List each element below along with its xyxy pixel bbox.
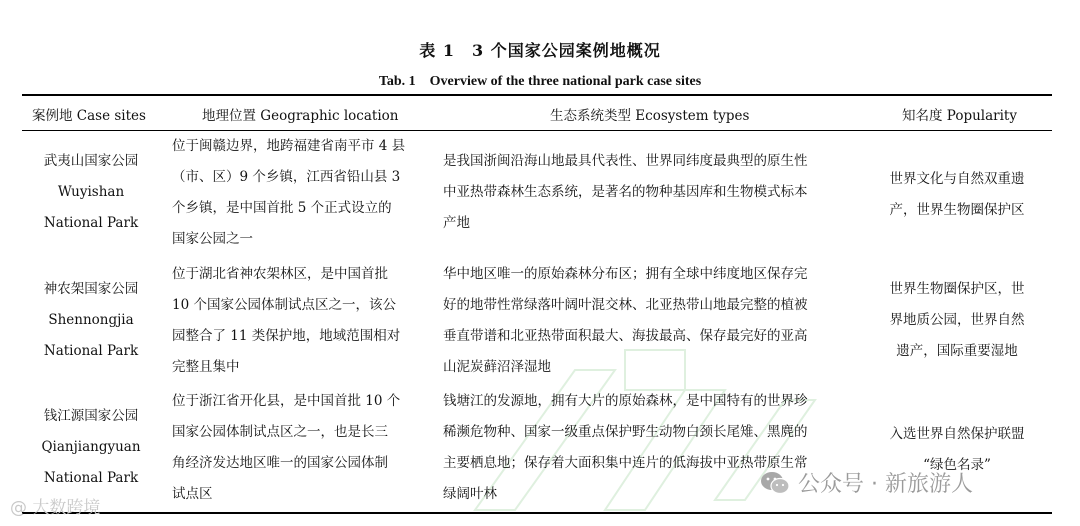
table-row-1-site: 武夷山国家公园 Wuyishan National Park [43,153,139,231]
table-row-2-ecosystem: 华中地区唯一的原始森林分布区；拥有全球中纬度地区保存完 好的地带性常绿落叶阔叶混交林、北亚热带山地最完整的植被 垂直带谱和北亚热带面积最大、海拔最高、保存最完好的亚高 山泥炭藓沼泽湿地 [443,266,808,375]
header-geographic-location: 地理位置 Geographic location [202,108,399,124]
watermark-right-text: 公众号 · 新旅游人 [798,472,973,497]
table-row-1-location: 位于闽赣边界，地跨福建省南平市 4 县 （市、区）9 个乡镇，江西省铅山县 3 个乡镇，是中国首批 5 个正式设立的 国家公园之一 [172,138,406,247]
header-ecosystem-types: 生态系统类型 Ecosystem types [550,108,750,124]
wechat-icon [760,470,790,496]
table-row-2-site: 神农架国家公园 Shennongjia National Park [43,281,139,359]
watermark-right [760,467,973,498]
table-row-1-popularity: 世界文化与自然双重遗 产，世界生物圈保护区 [889,171,1025,218]
table-row-1-ecosystem: 是我国浙闽沿海山地最具代表性、世界同纬度最典型的原生性 中亚热带森林生态系统，是著名的物种基因库和生物模式标本 产地 [443,153,808,231]
table-title-en: Tab. 1 Overview of the three national park case sites [378,74,702,89]
table-row-2-popularity: 世界生物圈保护区，世 界地质公园，世界自然 遗产，国际重要湿地 [889,281,1025,359]
table-row-3-location: 位于浙江省开化县，是中国首批 10 个 国家公园体制试点区之一，也是长三 角经济发达地区唯一的国家公园体制 试点区 [172,393,401,502]
table-row-3-popularity: 入选世界自然保护联盟 “绿色名录” [889,426,1025,473]
table-row-3-ecosystem: 钱塘江的发源地，拥有大片的原始森林，是中国特有的世界珍 稀濒危物种、国家一级重点保护野生动物白颈长尾雉、黑麂的 主要栖息地；保存着大面积集中连片的低海拔中亚热带原生常 绿阔叶林 [443,393,808,502]
table-row-3-site: 钱江源国家公园 Qianjiangyuan National Park [41,408,141,486]
watermark-left: @ 大数跨境 [10,498,101,518]
top-rule [22,94,1052,96]
header-case-sites: 案例地 Case sites [32,108,146,124]
header-popularity: 知名度 Popularity [902,108,1017,124]
table-row-2-location: 位于湖北省神农架林区，是中国首批 10 个国家公园体制试点区之一，该公 园整合了 11 类保护地，地域范围相对 完整且集中 [172,266,401,375]
table-title-cn: 表 1 3 个国家公园案例地概况 [419,41,661,60]
